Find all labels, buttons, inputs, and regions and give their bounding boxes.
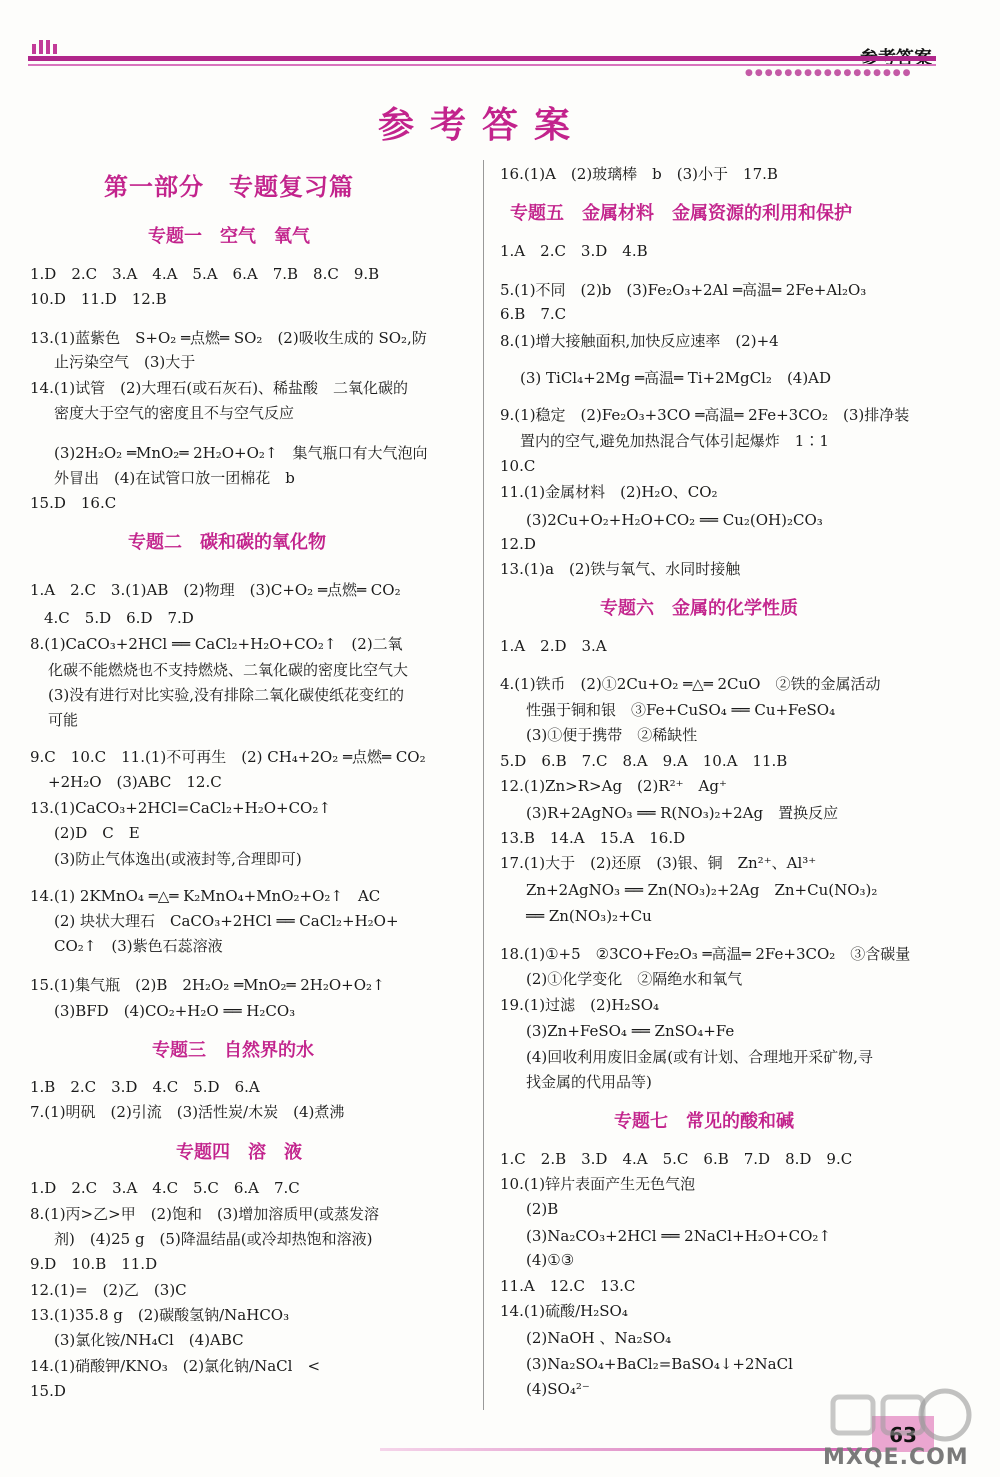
answer-line: ══ Zn(NO₃)₂+Cu	[526, 907, 652, 925]
answer-line: 密度大于空气的密度且不与空气反应	[54, 404, 295, 422]
answer-line: 10.C	[500, 457, 536, 475]
answer-line: (3)没有进行对比实验,没有排除二氧化碳使纸花变红的	[48, 686, 405, 704]
section-title: 专题六 金属的化学性质	[600, 598, 798, 619]
answer-line: (3) TiCl₄+2Mg ═高温═ Ti+2MgCl₂ (4)AD	[520, 369, 832, 387]
answer-line: (3)2H₂O₂ ═MnO₂═ 2H₂O+O₂↑ 集气瓶口有大气泡向	[54, 444, 428, 462]
answer-line: (3)①便于携带 ②稀缺性	[526, 726, 698, 744]
answer-line: 13.(1)35.8 g (2)碳酸氢钠/NaHCO₃	[30, 1306, 290, 1324]
answer-line: 9.C 10.C 11.(1)不可再生 (2) CH₄+2O₂ ═点燃═ CO₂	[30, 748, 426, 766]
answer-line: 5.(1)不同 (2)b (3)Fe₂O₃+2Al ═高温═ 2Fe+Al₂O₃	[500, 281, 867, 299]
answer-line: 8.(1)增大接触面积,加快反应速率 (2)+4	[500, 332, 779, 350]
answer-line: 13.(1)蓝紫色 S+O₂ ═点燃═ SO₂ (2)吸收生成的 SO₂,防	[30, 329, 427, 347]
answer-line: 可能	[48, 711, 79, 729]
page-number: 63	[872, 1416, 934, 1452]
answer-line: 11.(1)金属材料 (2)H₂O、CO₂	[500, 483, 718, 501]
answer-line: (4)①③	[526, 1251, 575, 1269]
answer-line: 8.(1)丙>乙>甲 (2)饱和 (3)增加溶质甲(或蒸发溶	[30, 1205, 380, 1223]
answer-line: 剂) (4)25 g (5)降温结晶(或冷却热饱和溶液)	[54, 1230, 373, 1248]
answer-line: (3)BFD (4)CO₂+H₂O ══ H₂CO₃	[54, 1002, 296, 1020]
watermark-logo-icon	[823, 1385, 973, 1450]
answer-line: 9.(1)稳定 (2)Fe₂O₃+3CO ═高温═ 2Fe+3CO₂ (3)排净装	[500, 406, 910, 424]
answer-line: 1.D 2.C 3.A 4.C 5.C 6.A 7.C	[30, 1179, 300, 1197]
answer-line: 外冒出 (4)在试管口放一团棉花 b	[54, 469, 295, 487]
answer-line: (3)R+2AgNO₃ ══ R(NO₃)₂+2Ag 置换反应	[526, 804, 839, 822]
answer-line: 13.B 14.A 15.A 16.D	[500, 829, 686, 847]
answer-line: (4)SO₄²⁻	[526, 1380, 590, 1398]
answer-line: 6.B 7.C	[500, 305, 567, 323]
answer-line: 9.D 10.B 11.D	[30, 1255, 158, 1273]
section-title: 专题七 常见的酸和碱	[614, 1111, 794, 1132]
header-dots-decoration: ●●●●●●●●●●●●●●●●●	[745, 68, 913, 78]
answer-line: (3)2Cu+O₂+H₂O+CO₂ ══ Cu₂(OH)₂CO₃	[526, 511, 823, 529]
answer-line: 4.C 5.D 6.D 7.D	[44, 609, 194, 627]
header-bar-thin	[28, 64, 936, 66]
header-bar	[28, 56, 936, 61]
answer-line: 14.(1)硝酸钾/KNO₃ (2)氯化钠/NaCl <	[30, 1357, 321, 1375]
answer-line: 12.D	[500, 535, 536, 553]
answer-line: 性强于铜和银 ③Fe+CuSO₄ ══ Cu+FeSO₄	[526, 701, 836, 719]
answer-line: 5.D 6.B 7.C 8.A 9.A 10.A 11.B	[500, 752, 788, 770]
answer-line: (2)D C E	[54, 824, 140, 842]
answer-line: 1.C 2.B 3.D 4.A 5.C 6.B 7.D 8.D 9.C	[500, 1150, 853, 1168]
section-title: 专题五 金属材料 金属资源的利用和保护	[510, 203, 852, 224]
answer-line: 14.(1)试管 (2)大理石(或石灰石)、稀盐酸 二氧化碳的	[30, 379, 409, 397]
watermark-text: MXQE.COM	[823, 1445, 969, 1470]
section-title: 专题一 空气 氧气	[148, 226, 310, 247]
answer-line: 12.(1)= (2)乙 (3)C	[30, 1281, 187, 1299]
answer-line: 13.(1)CaCO₃+2HCl=CaCl₂+H₂O+CO₂↑	[30, 799, 331, 817]
answer-line: (3)Na₂SO₄+BaCl₂=BaSO₄↓+2NaCl	[526, 1355, 793, 1373]
answer-line: 10.D 11.D 12.B	[30, 290, 167, 308]
answer-line: 止污染空气 (3)大于	[54, 353, 196, 371]
answer-line: 8.(1)CaCO₃+2HCl ══ CaCl₂+H₂O+CO₂↑ (2)二氧	[30, 635, 403, 653]
answer-line: 7.(1)明矾 (2)引流 (3)活性炭/木炭 (4)煮沸	[30, 1103, 345, 1121]
answer-line: 14.(1)硫酸/H₂SO₄	[500, 1302, 628, 1320]
answer-line: 1.D 2.C 3.A 4.A 5.A 6.A 7.B 8.C 9.B	[30, 265, 380, 283]
section-title: 专题四 溶 液	[176, 1142, 302, 1163]
answer-line: 19.(1)过滤 (2)H₂SO₄	[500, 996, 660, 1014]
answer-line: 12.(1)Zn>R>Ag (2)R²⁺ Ag⁺	[500, 777, 727, 795]
answer-line: (3)防止气体逸出(或液封等,合理即可)	[54, 850, 302, 868]
answer-line: 化碳不能燃烧也不支持燃烧、二氧化碳的密度比空气大	[48, 661, 409, 679]
answer-line: 15.(1)集气瓶 (2)B 2H₂O₂ ═MnO₂═ 2H₂O+O₂↑	[30, 976, 385, 994]
answer-line: Zn+2AgNO₃ ══ Zn(NO₃)₂+2Ag Zn+Cu(NO₃)₂	[526, 881, 878, 899]
answer-line: (2)①化学变化 ②隔绝水和氧气	[526, 970, 743, 988]
answer-line: 1.A 2.D 3.A	[500, 637, 607, 655]
answer-line: 1.A 2.C 3.(1)AB (2)物理 (3)C+O₂ ═点燃═ CO₂	[30, 581, 401, 599]
answer-line: (2)B	[526, 1200, 559, 1218]
header-logo-icon	[30, 36, 64, 54]
column-divider	[483, 160, 484, 1410]
section-title: 专题二 碳和碳的氧化物	[128, 532, 326, 553]
answer-line: 找金属的代用品等)	[526, 1073, 652, 1091]
section-title: 专题三 自然界的水	[152, 1040, 314, 1061]
answer-line: (3)Zn+FeSO₄ ══ ZnSO₄+Fe	[526, 1022, 735, 1040]
answer-line: 13.(1)a (2)铁与氧气、水同时接触	[500, 560, 741, 578]
answer-line: (2) 块状大理石 CaCO₃+2HCl ══ CaCl₂+H₂O+	[54, 912, 399, 930]
answer-line: 10.(1)锌片表面产生无色气泡	[500, 1175, 696, 1193]
answer-line: (2)NaOH 、Na₂SO₄	[526, 1329, 672, 1347]
answer-line: 11.A 12.C 13.C	[500, 1277, 636, 1295]
answer-line: 15.D	[30, 1382, 66, 1400]
answer-line: 18.(1)①+5 ②3CO+Fe₂O₃ ═高温═ 2Fe+3CO₂ ③含碳量	[500, 945, 911, 963]
page-title: 参考答案	[377, 105, 586, 146]
answer-line: +2H₂O (3)ABC 12.C	[48, 773, 222, 791]
answer-line: (3)Na₂CO₃+2HCl ══ 2NaCl+H₂O+CO₂↑	[526, 1227, 831, 1245]
footer-bar	[380, 1448, 880, 1451]
answer-line: 置内的空气,避免加热混合气体引起爆炸 1∶1	[520, 432, 829, 450]
answer-line: 1.B 2.C 3.D 4.C 5.D 6.A	[30, 1078, 260, 1096]
answer-line: (3)氯化铵/NH₄Cl (4)ABC	[54, 1331, 244, 1349]
answer-line: 15.D 16.C	[30, 494, 117, 512]
answer-line: 16.(1)A (2)玻璃棒 b (3)小于 17.B	[500, 165, 778, 183]
answer-line: 1.A 2.C 3.D 4.B	[500, 242, 648, 260]
answer-line: 14.(1) 2KMnO₄ ═△═ K₂MnO₄+MnO₂+O₂↑ AC	[30, 887, 381, 905]
part-title: 第一部分 专题复习篇	[104, 173, 354, 201]
answer-line: (4)回收利用废旧金属(或有计划、合理地开采矿物,寻	[526, 1048, 873, 1066]
answer-line: 4.(1)铁币 (2)①2Cu+O₂ ═△═ 2CuO ②铁的金属活动	[500, 675, 881, 693]
answer-line: 17.(1)大于 (2)还原 (3)银、铜 Zn²⁺、Al³⁺	[500, 854, 817, 872]
answer-line: CO₂↑ (3)紫色石蕊溶液	[54, 937, 223, 955]
